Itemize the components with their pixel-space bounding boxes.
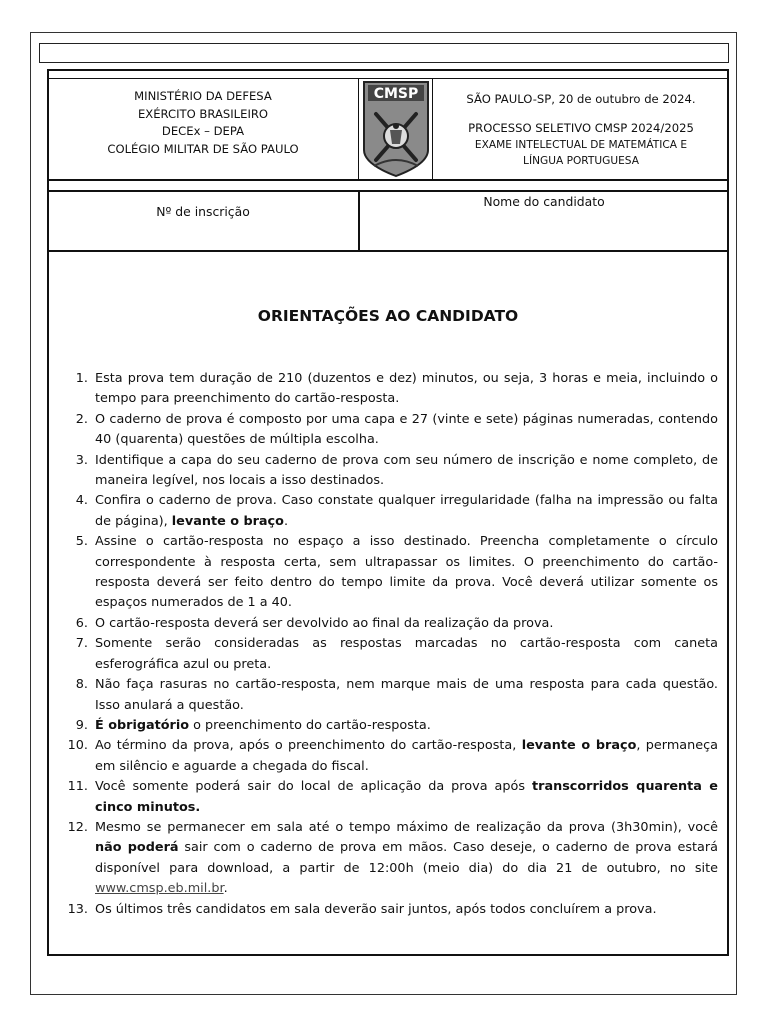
instruction-item (62, 716, 718, 736)
institution-line: COLÉGIO MILITAR DE SÃO PAULO (107, 141, 299, 156)
instruction-text: Confira o caderno de prova. Caso constate qualquer irregularidade (falha na impressão ou falta de página), (95, 493, 718, 529)
institution-block (48, 88, 358, 158)
instruction-emphasis: É obrigatório (95, 717, 190, 733)
instruction-number: 10. (67, 738, 88, 754)
instruction-item (62, 818, 718, 900)
instruction-item (62, 634, 718, 675)
exam-subject-line: LÍNGUA PORTUGUESA (523, 155, 639, 167)
instruction-number: 9. (75, 717, 88, 733)
cmsp-logo (362, 80, 430, 178)
instruction-text: Os últimos três candidatos em sala deverão sair juntos, após todos concluírem a prova. (95, 901, 657, 917)
exam-info-block (434, 91, 728, 169)
header-divider-right (432, 78, 433, 180)
instruction-item (62, 491, 718, 532)
exam-subject-line: EXAME INTELECTUAL DE MATEMÁTICA E (474, 139, 688, 151)
institution-line: EXÉRCITO BRASILEIRO (137, 106, 269, 121)
instruction-text: Você somente poderá sair do local de aplicação da prova após (95, 779, 533, 795)
exam-date: SÃO PAULO-SP, 20 de outubro de 2024. (466, 92, 696, 106)
instruction-number: 8. (75, 677, 88, 693)
instruction-text: Somente serão consideradas as respostas marcadas no cartão-resposta com caneta esferográfica azul ou preta. (95, 636, 718, 672)
fields-bottom-rule (47, 250, 729, 252)
logo-text: CMSP (373, 86, 419, 102)
instruction-text: O cartão-resposta deverá ser devolvido ao final da realização da prova. (95, 615, 554, 631)
instruction-item (62, 410, 718, 451)
header-bottom-rule (47, 179, 729, 181)
instruction-emphasis: não poderá (95, 840, 179, 856)
institution-line: DECEx – DEPA (161, 124, 245, 138)
instruction-item (62, 532, 718, 614)
instruction-item (62, 614, 718, 634)
instruction-text: . (283, 513, 289, 529)
instructions-list (62, 369, 718, 920)
process-title: PROCESSO SELETIVO CMSP 2024/2025 (468, 121, 694, 135)
instruction-text: o preenchimento do cartão-resposta. (189, 717, 431, 733)
instruction-emphasis: transcorridos quarenta e cinco minutos. (95, 779, 718, 815)
instruction-number: 2. (75, 411, 88, 427)
instruction-number: 1. (75, 371, 88, 386)
instruction-item (62, 451, 718, 492)
instruction-number: 7. (75, 636, 88, 652)
instruction-number: 5. (75, 534, 88, 550)
instruction-text: sair com o caderno de prova em mãos. Caso deseje, o caderno de prova estará disponível para download, a partir de 12:00h (meio dia) do dia 21 de outubro, no site (95, 840, 718, 876)
instruction-text: Não faça rasuras no cartão-resposta, nem marque mais de uma resposta para cada questão. Isso anulará a questão. (95, 677, 718, 713)
instruction-text: Assine o cartão-resposta no espaço a isso destinado. Preencha completamente o círculo correspondente à resposta certa, sem ultrapassar os limites. O preenchimento do cartão-resposta deverá ser feito dentro do tempo limite da prova. Você deverá utilizar somente os espaços numerados de 1 a 40. (95, 534, 718, 611)
header-divider-left (358, 78, 359, 180)
instruction-number: 4. (75, 493, 88, 509)
registration-number-label: Nº de inscrição (156, 204, 250, 219)
instruction-text: O caderno de prova é composto por uma capa e 27 (vinte e sete) páginas numeradas, contendo 40 (quarenta) questões de múltipla escolha. (95, 411, 718, 448)
candidate-name-label: Nome do candidato (483, 194, 605, 209)
instruction-number: 12. (67, 819, 88, 835)
instruction-text: Identifique a capa do seu caderno de prova com seu número de inscrição e nome completo, de maneira legível, nos locais a isso destinados. (95, 452, 718, 489)
instruction-item (62, 736, 718, 777)
instruction-text: , permaneça em silêncio e aguarde a chegada do fiscal. (95, 738, 719, 774)
instruction-emphasis: levante o braço (521, 738, 637, 754)
instruction-text: Esta prova tem duração de 210 (duzentos e dez) minutos, ou seja, 3 horas e meia, incluindo o tempo para preenchimento do cartão-resposta. (95, 371, 718, 407)
instruction-number: 3. (75, 452, 88, 468)
top-strip (39, 43, 729, 63)
instructions-title: ORIENTAÇÕES AO CANDIDATO (257, 307, 519, 325)
header-top-rule (47, 78, 729, 79)
instruction-item (62, 777, 718, 818)
instruction-item (62, 675, 718, 716)
instruction-text: Ao término da prova, após o preenchimento do cartão-resposta, (95, 738, 522, 754)
instruction-text: Mesmo se permanecer em sala até o tempo máximo de realização da prova (3h30min), você (95, 819, 718, 835)
institution-line: MINISTÉRIO DA DEFESA (134, 89, 272, 103)
instruction-emphasis: levante o braço (171, 513, 284, 529)
instruction-number: 11. (67, 779, 88, 795)
website-link[interactable]: www.cmsp.eb.mil.br (95, 881, 224, 897)
instruction-number: 6. (75, 615, 88, 631)
fields-top-rule (47, 190, 729, 192)
instruction-item (62, 900, 718, 920)
instruction-number: 13. (67, 901, 88, 917)
instruction-item (62, 369, 718, 410)
instruction-text: . (223, 881, 228, 897)
